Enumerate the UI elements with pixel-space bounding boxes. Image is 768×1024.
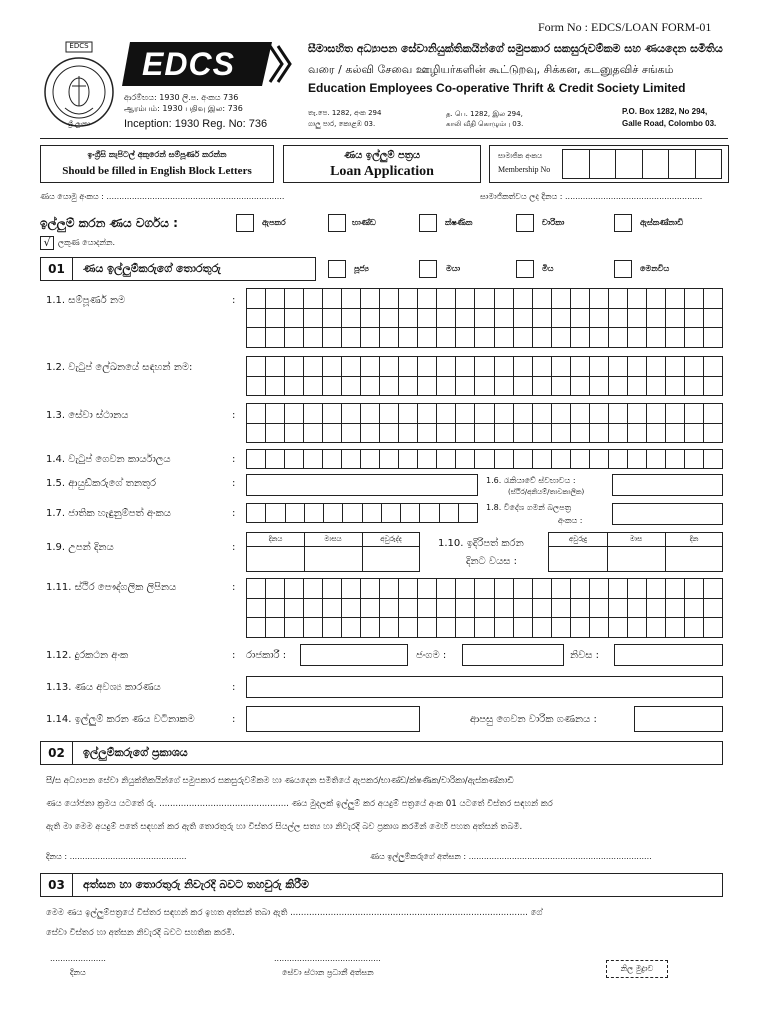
title-checkbox-rev[interactable] <box>328 260 346 278</box>
field-1-1-label: 1.1. සම්පූර්ණ නම <box>46 295 126 306</box>
field-1-2-label: 1.2. වැටුප් ලේඛනයේ සඳහන් නම: <box>46 362 193 373</box>
edcs-logo <box>122 40 294 88</box>
title-checkbox-miss[interactable] <box>614 260 632 278</box>
society-seal <box>42 40 116 132</box>
loan-type-label: ඉල්ලුම් කරන ණය වර්ගය : <box>40 216 178 230</box>
membership-label-si: සාමාජික අංකය <box>498 152 543 160</box>
job-nature-input[interactable] <box>612 474 723 496</box>
footer-head-signature: සේවා ස්ථාන ප්‍රධානී අත්සන <box>282 968 374 977</box>
field-1-4-label: 1.4. වැටුප් ගෙවන කාර්යාලය <box>46 454 171 465</box>
form-number: Form No : EDCS/LOAN FORM-01 <box>538 20 712 34</box>
phone-mobile-label: ජංගම : <box>416 650 447 661</box>
section-02-header <box>40 741 723 765</box>
society-name-ta: வரை / கல்வி சேவை ஊழியர்களின் கூட்டுறவு, சிக்கன, கடனுதவிச் சங்கம் <box>308 63 674 76</box>
nic-number-input[interactable] <box>246 503 478 523</box>
inception-en: Inception: 1930 Reg. No: 736 <box>124 118 268 130</box>
loan-amount-input[interactable] <box>246 706 420 732</box>
header-divider <box>40 138 728 139</box>
title-box <box>283 145 481 183</box>
phone-office-label: රාජකාරී : <box>246 650 287 661</box>
title-checkbox-mrs[interactable] <box>516 260 534 278</box>
instruction-box <box>40 145 274 183</box>
field-1-9-label: 1.9. උපන් දිනය <box>46 542 114 553</box>
declaration-line-3: ඇති මා මෙම අයදුම් පතේ සඳහන් කර ඇති තොරතුරු හා විස්තර සියල්ල සත්‍ය හා නිවැරදි බව ප්‍රකාශ කරමින් මෙහි පහත අත්සන් තබමි. <box>46 822 523 832</box>
official-stamp: නිල මුද්‍රාව <box>606 960 668 978</box>
footer-head-dots: .......................................... <box>274 954 381 963</box>
installments-input[interactable] <box>634 706 723 732</box>
field-1-8-sub: අංකය : <box>558 516 583 525</box>
society-name-si: සීමාසහිත අධ්‍යාපන සේවානියුක්තිකයින්ගේ සමුපකාර සකසුරුවම්කම සහ ණයදෙන සමිතිය <box>308 42 723 55</box>
certification-line-1: මෙම ණය ඉල්ලුම්පත්‍රයේ විස්තර සඳහන් කර ඉහත අත්සන් තබා ඇති ........................................................................................ ගේ <box>46 908 543 918</box>
logo-text: EDCS <box>142 46 235 82</box>
footer-date-dots: ...................... <box>50 954 106 963</box>
applicant-signature: ණය ඉල්ලුම්කරුගේ අත්සන : ........................................................................ <box>370 852 652 861</box>
declaration-line-1: සී/ස අධ්‍යාපන සේවා නියුක්තිකයින්ගේ සමුපකාර සකසුරුවම්කම හා ණයදෙන සමිතියේ ඇපකර/භාණ්ඩ/ක්ෂණික/චාරිකා/ඇස්කණ්නාඩි <box>46 776 514 786</box>
membership-number-input[interactable] <box>562 149 722 179</box>
tick-sample: √ <box>40 236 54 250</box>
title-mr: මයා <box>446 264 461 273</box>
loan-reason-input[interactable] <box>246 676 723 698</box>
society-name-en: Education Employees Co-operative Thrift & Credit Society Limited <box>308 81 686 95</box>
field-1-13-label: 1.13. ණය අවශ්‍ය කාරණය <box>46 682 161 693</box>
field-1-5-label: 1.5. ආයුඩ්කරුගේ තනතුර <box>46 478 157 489</box>
age-years-header: අවුරුදු <box>568 535 588 543</box>
installments-label: ආපසු ගෙවන වාරික ගණනය : <box>470 714 597 725</box>
dob-month-header: මාසය <box>324 535 342 543</box>
field-1-7-label: 1.7. ජාතික හැඳුනුම්පත් අංකය <box>46 508 171 519</box>
membership-date: සාමාජිකත්වය ලද දිනය : ...................................................... <box>480 192 703 201</box>
instruction-si: ඉංග්‍රීසි කැපිටල් අකුරෙන් සම්පූර්ණ කරන්න <box>87 150 227 159</box>
address-ta-2: காலி வீதி கொழும்பு 03. <box>446 120 524 128</box>
dob-year-header: අවුරුද්ද <box>380 535 402 543</box>
loan-type-checkbox-guarantee[interactable] <box>236 214 254 232</box>
phone-office-input[interactable] <box>300 644 408 666</box>
age-months-header: මාස <box>629 535 643 543</box>
address-ta-1: த. பெ. 1282, இல 294, <box>446 110 523 118</box>
loan-type-spectacles: ඇස්කණ්නාඩි <box>640 218 684 227</box>
title-rev: පූජ්‍ය <box>354 264 369 273</box>
designation-input[interactable] <box>246 474 478 496</box>
section-03-number: 03 <box>41 874 73 896</box>
inception-si: ආරම්භය: 1930 ලි.ප. අංකය 736 <box>124 93 239 102</box>
field-1-14-label: 1.14. ඉල්ලුම් කරන ණය වටිනාකම <box>46 714 195 725</box>
section-02-title: ඉල්ලුම්කරුගේ ප්‍රකාශය <box>83 746 188 759</box>
passport-number-input[interactable] <box>612 503 723 525</box>
loan-type-checkbox-instant[interactable] <box>419 214 437 232</box>
age-input[interactable] <box>548 532 723 572</box>
phone-mobile-input[interactable] <box>462 644 564 666</box>
field-1-10-label: 1.10. ඉදිරිපත් කරන <box>438 538 524 549</box>
section-01-header <box>40 257 316 281</box>
title-checkbox-mr[interactable] <box>419 260 437 278</box>
form-title-en: Loan Application <box>330 164 434 179</box>
workplace-input[interactable] <box>246 403 723 443</box>
loan-type-goods: භාණ්ඩ <box>352 218 376 227</box>
loan-type-instant: ක්ෂණික <box>445 218 473 227</box>
seal-motto: ශ්‍රී ලංකා <box>67 120 91 128</box>
title-mrs: මිය <box>542 264 554 273</box>
dob-input[interactable] <box>246 532 420 572</box>
inception-ta: ஆரம்பம்: 1930 பதிவு இல: 736 <box>124 104 243 113</box>
loan-type-checkbox-spectacles[interactable] <box>614 214 632 232</box>
pay-office-input[interactable] <box>246 449 723 469</box>
instruction-en: Should be filled in English Block Letters <box>62 165 252 177</box>
title-miss: මෙනවිය <box>640 264 670 273</box>
declaration-date: දිනය : .............................................. <box>46 852 187 861</box>
membership-label-en: Membership No <box>498 165 551 174</box>
field-1-12-label: 1.12. දුරකථන අංක <box>46 650 129 661</box>
section-03-header <box>40 873 723 897</box>
address-en-1: P.O. Box 1282, No 294, <box>622 107 708 116</box>
loan-type-tour: චාරිකා <box>542 218 565 227</box>
field-1-10-sub: දිනට වයස : <box>466 556 518 567</box>
section-01-number: 01 <box>41 258 73 280</box>
permanent-address-input[interactable] <box>246 578 723 638</box>
section-01-title: ණය ඉල්ලුම්කරුගේ තොරතුරු <box>83 262 221 275</box>
loan-reference-no: ණය යොමු අංකය : ...................................................................... <box>40 192 285 201</box>
field-1-6-hint: (ස්ථිර/අනියම්/තාවකාලික) <box>508 488 585 496</box>
seal-caption: EDCS <box>69 42 89 50</box>
loan-type-checkbox-goods[interactable] <box>328 214 346 232</box>
membership-box <box>489 145 729 183</box>
tick-note: ලකුණ යොදන්න. <box>58 238 116 247</box>
loan-type-checkbox-tour[interactable] <box>516 214 534 232</box>
form-title-si: ණය ඉල්ලුම් පත්‍රය <box>343 150 421 161</box>
payroll-name-input[interactable] <box>246 356 723 396</box>
field-1-11-label: 1.11. ස්ථිර පෞද්ගලික ලිපිනය <box>46 582 177 593</box>
certification-line-2: සේවා විස්තර හා අත්සන නිවැරදි බවට සහතික කරමි. <box>46 928 235 938</box>
field-1-6-label: 1.6. රැකියාවේ ස්වභාවය : <box>486 476 576 485</box>
seal-emblem-icon <box>42 40 116 132</box>
section-03-title: අත්සන හා තොරතුරු නිවැරදි බවට තහවුරු කිරීම <box>83 878 309 891</box>
phone-home-label: නිවස : <box>570 650 600 661</box>
section-02-number: 02 <box>41 742 73 764</box>
footer-date-label: දිනය <box>70 968 86 977</box>
full-name-input[interactable] <box>246 288 723 348</box>
dob-day-header: දිනය <box>268 535 283 543</box>
address-si-2: ගාලු පාර, කොළඹ 03. <box>308 120 376 128</box>
field-1-3-label: 1.3. සේවා ස්ථානය <box>46 410 129 421</box>
phone-home-input[interactable] <box>614 644 723 666</box>
loan-type-guarantee: ඇපකර <box>262 218 286 227</box>
address-si-1: තැ.පෙ. 1282, අංක 294 <box>308 109 382 117</box>
declaration-line-2: ණය යෝජනා ක්‍රමය යටතේ රු. ................................................ ණය මුදලක් ඉල්ලුම් කර අයදුම් පත්‍රයේ අංක 01 යටතේ විස්තර සඳහන් කර <box>46 799 553 809</box>
age-days-header: දින <box>689 535 699 543</box>
field-1-8-label: 1.8. විදේශ ගමන් බලපත්‍ර <box>486 503 572 512</box>
address-en-2: Galle Road, Colombo 03. <box>622 119 717 128</box>
